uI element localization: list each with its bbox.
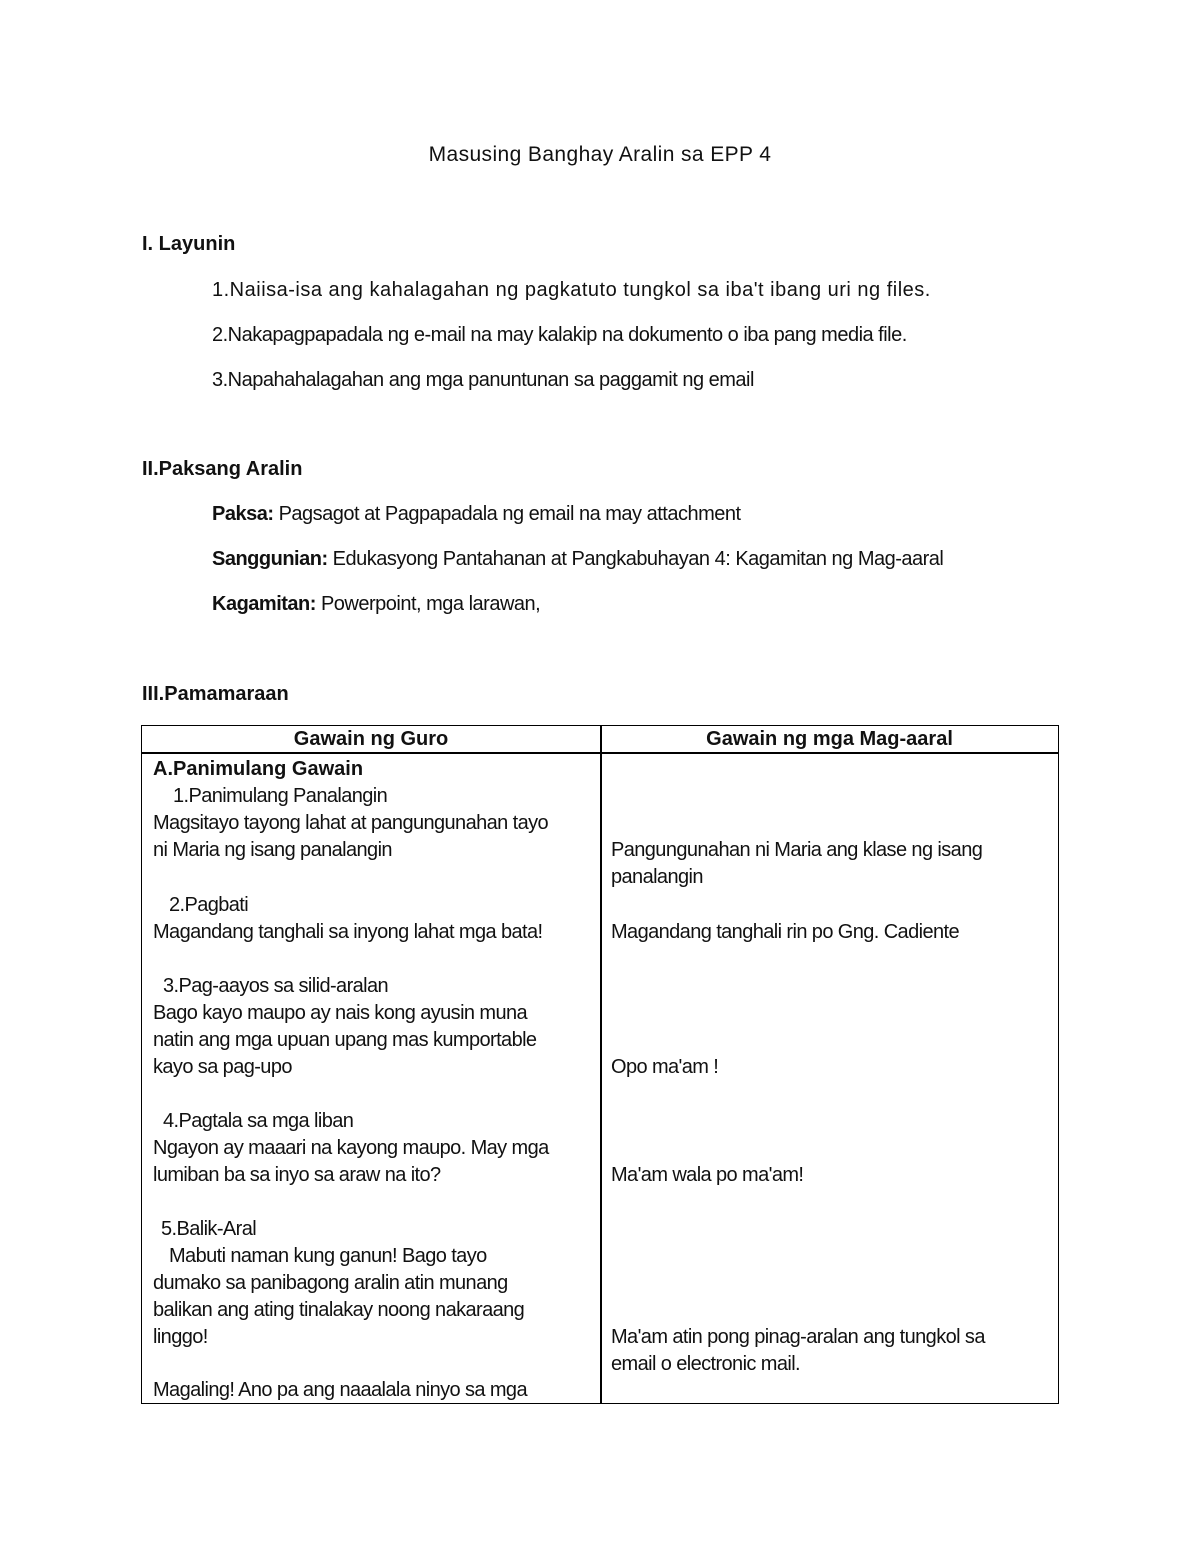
header-underline-right: [450, 751, 600, 753]
header-underline-left: [142, 751, 292, 753]
header-underline-left: [601, 751, 704, 753]
section-heading-pamamaraan: III.Pamamaraan: [142, 683, 289, 705]
teacher-line: Magandang tanghali sa inyong lahat mga bata!: [153, 921, 543, 943]
header-guro-label: Gawain ng Guro: [292, 728, 450, 753]
kagamitan-line: [212, 593, 540, 616]
teacher-line: natin ang mga upuan upang mas kumportable: [153, 1029, 537, 1051]
paksa-value: Pagsagot at Pagpapadala ng email na may attachment: [278, 503, 741, 525]
teacher-line: A.Panimulang Gawain: [153, 758, 364, 780]
teacher-line: Magsitayo tayong lahat at pangungunahan tayo: [153, 812, 549, 834]
section-heading-paksang-aralin: II.Paksang Aralin: [142, 458, 303, 480]
kagamitan-label: Kagamitan:: [212, 593, 316, 615]
teacher-line: Mabuti naman kung ganun! Bago tayo: [169, 1245, 487, 1267]
teacher-line: 1.Panimulang Panalangin: [173, 785, 388, 807]
document-title: Masusing Banghay Aralin sa EPP 4: [428, 143, 772, 166]
student-line: Ma'am atin pong pinag-aralan ang tungkol sa: [611, 1326, 985, 1348]
teacher-line: dumako sa panibagong aralin atin munang: [153, 1272, 508, 1294]
lesson-procedure-table: [141, 725, 1059, 1404]
table-header-guro: [142, 726, 600, 754]
sanggunian-label: Sanggunian:: [212, 548, 328, 570]
kagamitan-value: Powerpoint, mga larawan,: [320, 593, 541, 615]
teacher-line: balikan ang ating tinalakay noong nakaraang: [153, 1299, 525, 1321]
teacher-line: Magaling! Ano pa ang naaalala ninyo sa mga: [153, 1379, 527, 1401]
table-header-mag-aaral: [601, 726, 1058, 754]
student-line: Opo ma'am !: [611, 1056, 719, 1078]
section-heading-layunin: I. Layunin: [142, 233, 236, 255]
header-mag-aaral-label: Gawain ng mga Mag-aaral: [704, 728, 955, 753]
student-line: Pangungunahan ni Maria ang klase ng isang: [611, 839, 983, 861]
objective-3: 3.Napahahalagahan ang mga panuntunan sa paggamit ng email: [212, 369, 754, 391]
student-line: Ma'am wala po ma'am!: [611, 1164, 804, 1186]
student-line: Magandang tanghali rin po Gng. Cadiente: [611, 921, 959, 943]
paksa-label: Paksa:: [212, 503, 274, 525]
teacher-line: 2.Pagbati: [169, 894, 249, 916]
student-line: panalangin: [611, 866, 703, 888]
objective-2: 2.Nakapagpapadala ng e-mail na may kalakip na dokumento o iba pang media file.: [212, 324, 907, 346]
sanggunian-value: Edukasyong Pantahanan at Pangkabuhayan 4: Kagamitan ng Mag-aaral: [332, 548, 944, 570]
teacher-line: linggo!: [153, 1326, 208, 1348]
teacher-line: 5.Balik-Aral: [161, 1218, 257, 1240]
teacher-line: 4.Pagtala sa mga liban: [163, 1110, 354, 1132]
teacher-line: lumiban ba sa inyo sa araw na ito?: [153, 1164, 441, 1186]
objective-1: 1.Naiisa-isa ang kahalagahan ng pagkatuto tungkol sa iba't ibang uri ng files.: [212, 279, 931, 301]
column-divider: [600, 726, 602, 1403]
teacher-line: kayo sa pag-upo: [153, 1056, 292, 1078]
sanggunian-line: [212, 548, 943, 571]
header-underline-right: [955, 751, 1058, 753]
student-line: email o electronic mail.: [611, 1353, 801, 1375]
teacher-line: 3.Pag-aayos sa silid-aralan: [163, 975, 389, 997]
teacher-line: ni Maria ng isang panalangin: [153, 839, 392, 861]
paksa-line: [212, 503, 741, 526]
teacher-line: Bago kayo maupo ay nais kong ayusin muna: [153, 1002, 528, 1024]
teacher-line: Ngayon ay maaari na kayong maupo. May mga: [153, 1137, 549, 1159]
